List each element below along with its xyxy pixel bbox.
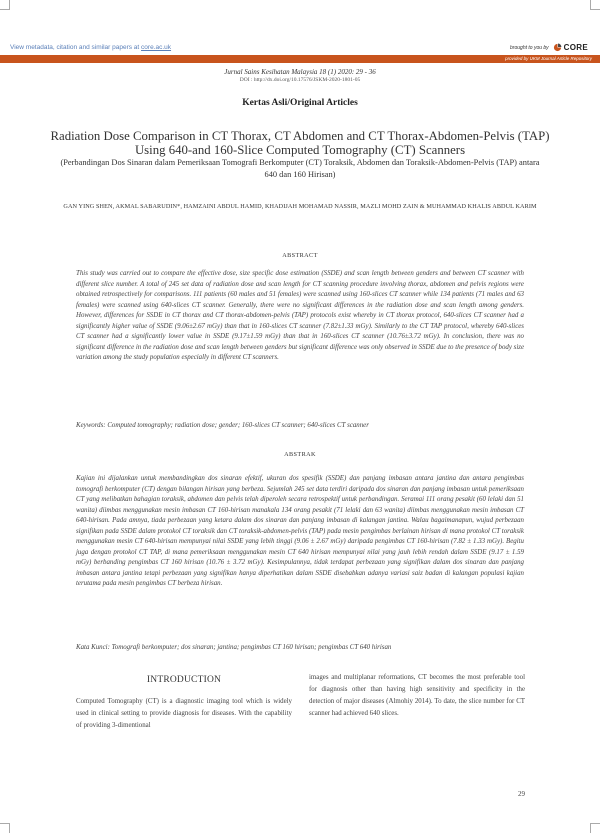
abstract-keywords: Keywords: Computed tomography; radiation dose; gender; 160-slices CT scanner; 640-slices CT scanner [76,422,369,429]
article-title: Radiation Dose Comparison in CT Thorax, CT Abdomen and CT Thorax-Abdomen-Pelvis (TAP) Using 640-and 160-Slice Computed Tomography (CT) Scanners [50,129,550,157]
right-column [309,672,525,720]
introduction-heading: INTRODUCTION [146,675,222,685]
abstract-text: This study was carried out to compare the effective dose, size specific dose estimation (SSDE) and scan length between genders and between CT scanner with different slice number. A total of 245 set data of radiation dose and scan length for CT scanning procedure involving thorax, abdomen and pelvis regions were obtained retrospectively for comparisons. 111 patients (60 males and 51 females) were scanned using 160-slices CT scanner while 134 patients (71 males and 63 females) were scanned using 640-slices CT scanner. Generally, there were no significant differences in the radiation dose and scan length among genders. However, differences for SSDE in CT thorax and CT thorax-abdomen-pelvis (TAP) protocols exist whereby in CT thorax protocol, 640-slices CT scanner had a significantly higher value of SSDE (9.06±2.67 mGy) than that in 160-slices CT scanner (7.82±1.33 mGy). Similarly to the CT TAP protocol, whereby 640-slices CT scanner had a significantly lower value in SSDE (9.17±1.59 mGy) than that in 160-slices CT scanner (10.76±3.72 mGy). In conclusion, there was no significant difference in the radiation dose and scan length between genders but significant difference was only observed in SSDE due to the presence of body size variation among the study population especially in different CT scanners. [76,270,524,361]
crop-mark-bottom-right [590,823,600,833]
journal-doi[interactable]: DOI : http://dx.doi.org/10.17576/JSKM-2020-1801-05 [239,77,361,83]
crop-mark-bottom-left [0,823,10,833]
core-logo[interactable] [553,43,588,52]
introduction-text-left: Computed Tomography (CT) is a diagnostic imaging tool which is widely used in clinical setting to provide diagnosis for diseases. With the capability of providing 3-dimentional [76,698,292,729]
core-link-domain[interactable]: core.ac.uk [141,44,172,51]
provided-by-text[interactable]: provided by UKM Journal Article Repository [505,56,592,61]
brought-to-you-by[interactable] [510,43,588,52]
core-logo-text: CORE [563,43,588,52]
core-logo-icon [553,43,562,52]
core-metadata-link[interactable] [10,44,171,51]
abstrak-keywords: Kata Kunci: Tomografi berkomputer; dos sinaran; jantina; pengimbas CT 160 hirisan; pengimbas CT 640 hirisan [76,644,392,651]
journal-citation: Jurnal Sains Kesihatan Malaysia 18 (1) 2020: 29 - 36 [224,68,376,76]
crop-mark-top-right [590,0,600,10]
article-type-label: Kertas Asli/Original Articles [242,98,358,108]
crop-mark-top-left [0,0,10,10]
page-number: 29 [518,790,525,798]
article-authors: GAN YING SHEN, AKMAL SABARUDIN*, HAMZAINI ABDUL HAMID, KHADIJAH MOHAMAD NASSIR, MAZLI MOHD ZAIN & MUHAMMAD KHALIS ABDUL KARIM [63,203,537,210]
left-column [76,675,292,732]
abstrak-text: Kajian ini dijalankan untuk membandingkan dos sinaran efektif, ukuran dos spesifik (SSDE) dan panjang imbasan antara jantina dan antara pengimbas tomografi berkomputer (CT) dengan bilangan hirisan yang berbeza. Sejumlah 245 set data terdiri daripada dos sinaran dan panjang imbasan untuk pemeriksaan CT yang melibatkan bahagian toraksik, abdomen dan pelvis telah diperoleh secara retrospektif untuk perbandingan. Seramai 111 orang pesakit (60 lelaki dan 51 wanita) diimbas menggunakan mesin imbasan CT 160-hirisan manakala 134 orang pesakit (71 lelaki dan 63 wanita) diimbas menggunakan mesin imbasan CT 640-hirisan. Pada amnya, tiada perbezaan yang ketara dalam dos sinaran dan panjang imbasan di kalangan jantina. Walau bagaimanapun, wujud perbezaan signifikan pada SSDE dalam protokol CT toraksik dan CT toraksik-abdomen-pelvis (TAP) pada mesin pengimbas berlainan hirisan di mana protokol CT toraksik menggunakan mesin CT 640-hirisan mempunyai nilai SSDE yang lebih tinggi (9.06 ± 2.67 mGy) daripada pengimbas CT 160-hirisan (7.82 ± 1.33 mGy). Begitu juga dengan protokol CT TAP, di mana pemeriksaan menggunakan mesin CT 640 hirisan mempunyai nilai yang jauh lebih rendah dalam SSDE (9.17 ± 1.59 mGy) berbanding pengimbas CT 160 hirisan (10.76 ± 3.72 mGy). Kesimpulannya, tidak terdapat perbezaan yang signifikan dalam dos sinaran dan panjang imbasan antara jantina tetapi perbezaan yang signifikan hanya diperhatikan dalam SSDE disebabkan adanya variasi saiz badan di kalangan populasi kajian terutama pada mesin pengimbas CT berbeza hirisan. [76,475,524,587]
introduction-text-right: images and multiplanar reformations, CT becomes the most preferable tool for diagnosis other than having high sensitivity and specificity in the detection of major diseases (Almohiy 2014). To date, the slice number for CT scanner had achieved 640 slices. [309,674,525,717]
brought-to-you-by-label: brought to you by [510,44,549,51]
article-title-malay: (Perbandingan Dos Sinaran dalam Pemeriksaan Tomografi Berkomputer (CT) Toraksik, Abdomen dan Toraksik-Abdomen-Pelvis (TAP) antara 640 dan 160 Hirisan) [60,158,540,179]
abstract-heading: ABSTRACT [282,252,318,259]
core-link-prefix: View metadata, citation and similar papers at [10,44,142,51]
abstrak-heading: ABSTRAK [284,451,316,458]
